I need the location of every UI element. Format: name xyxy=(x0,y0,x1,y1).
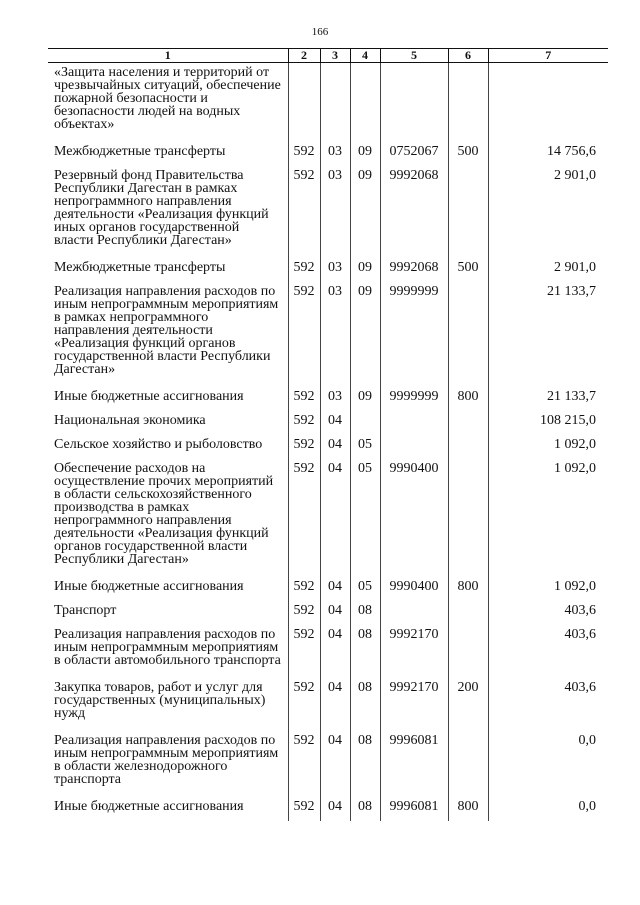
admin-code-cell: 592 xyxy=(288,411,320,435)
row-name-cell: Иные бюджетные ассигнования xyxy=(54,799,244,814)
subsection-code-cell: 08 xyxy=(350,797,380,821)
row-name-cell: «Защита населения и территорий от чрезвычайных ситуаций, обеспечение пожарной безопасности и безопасности людей на водных объектах» xyxy=(54,65,281,132)
section-code-cell: 03 xyxy=(320,142,350,166)
table-row xyxy=(48,601,608,625)
amount-cell: 403,6 xyxy=(488,625,608,678)
admin-code-cell: 592 xyxy=(288,678,320,731)
section-code-cell: 04 xyxy=(320,459,350,577)
row-name-cell: Реализация направления расходов по иным непрограммным мероприятиям в области железнодорожного транспорта xyxy=(54,733,279,787)
amount-cell: 1 092,0 xyxy=(488,435,608,459)
table-row xyxy=(48,258,608,282)
expense-type-cell xyxy=(448,435,488,459)
admin-code-cell: 592 xyxy=(288,797,320,821)
admin-code-cell: 592 xyxy=(288,625,320,678)
column-header: 7 xyxy=(488,49,608,63)
subsection-code-cell: 09 xyxy=(350,142,380,166)
row-name-cell: Резервный фонд Правительства Республики Дагестан в рамках непрограммного направления деятельности «Реализация функций иных органов государственной власти Республики Дагестан» xyxy=(54,168,269,248)
row-name-cell: Закупка товаров, работ и услуг для государственных (муниципальных) нужд xyxy=(54,680,266,721)
target-article-cell: 9992170 xyxy=(380,625,448,678)
table-row xyxy=(48,282,608,387)
section-code-cell: 04 xyxy=(320,731,350,797)
table-row xyxy=(48,731,608,797)
table-row xyxy=(48,678,608,731)
amount-cell: 0,0 xyxy=(488,731,608,797)
amount-cell xyxy=(488,63,608,143)
target-article-cell: 9996081 xyxy=(380,731,448,797)
column-header: 6 xyxy=(448,49,488,63)
subsection-code-cell xyxy=(350,63,380,143)
section-code-cell: 04 xyxy=(320,577,350,601)
expense-type-cell xyxy=(448,63,488,143)
subsection-code-cell: 09 xyxy=(350,387,380,411)
admin-code-cell: 592 xyxy=(288,601,320,625)
column-header: 3 xyxy=(320,49,350,63)
row-name-cell: Обеспечение расходов на осуществление прочих мероприятий в области сельскохозяйственного производства в рамках непрограммного направления деятельности «Реализация функций органов государственной власти Республики Дагестан» xyxy=(54,461,274,567)
expense-type-cell: 800 xyxy=(448,797,488,821)
target-article-cell: 9992170 xyxy=(380,678,448,731)
section-code-cell: 04 xyxy=(320,411,350,435)
header-row xyxy=(48,49,608,63)
amount-cell: 2 901,0 xyxy=(488,258,608,282)
amount-cell: 21 133,7 xyxy=(488,282,608,387)
budget-table xyxy=(48,48,608,821)
expense-type-cell xyxy=(448,166,488,258)
target-article-cell: 9992068 xyxy=(380,166,448,258)
expense-type-cell: 800 xyxy=(448,387,488,411)
expense-type-cell: 500 xyxy=(448,142,488,166)
table-body xyxy=(48,63,608,822)
expense-type-cell xyxy=(448,459,488,577)
subsection-code-cell: 09 xyxy=(350,258,380,282)
target-article-cell: 9996081 xyxy=(380,797,448,821)
section-code-cell: 04 xyxy=(320,435,350,459)
row-name-cell: Иные бюджетные ассигнования xyxy=(54,389,244,404)
subsection-code-cell: 05 xyxy=(350,459,380,577)
table-row xyxy=(48,63,608,143)
amount-cell: 403,6 xyxy=(488,678,608,731)
admin-code-cell: 592 xyxy=(288,258,320,282)
admin-code-cell: 592 xyxy=(288,435,320,459)
row-name-cell: Сельское хозяйство и рыболовство xyxy=(54,437,263,452)
subsection-code-cell: 08 xyxy=(350,678,380,731)
row-name-cell: Национальная экономика xyxy=(54,413,206,428)
table-row xyxy=(48,142,608,166)
table-header xyxy=(48,49,608,63)
column-header: 2 xyxy=(288,49,320,63)
section-code-cell: 04 xyxy=(320,601,350,625)
expense-type-cell xyxy=(448,601,488,625)
page-number: 166 xyxy=(311,26,329,38)
admin-code-cell xyxy=(288,63,320,143)
target-article-cell xyxy=(380,601,448,625)
target-article-cell xyxy=(380,411,448,435)
amount-cell: 1 092,0 xyxy=(488,577,608,601)
section-code-cell: 04 xyxy=(320,625,350,678)
target-article-cell xyxy=(380,435,448,459)
row-name-cell: Реализация направления расходов по иным непрограммным мероприятиям в рамках непрограммного направления деятельности «Реализация функций органов государственной власти Республики Дагестан» xyxy=(54,284,279,377)
amount-cell: 1 092,0 xyxy=(488,459,608,577)
subsection-code-cell: 08 xyxy=(350,601,380,625)
expense-type-cell xyxy=(448,411,488,435)
section-code-cell: 03 xyxy=(320,258,350,282)
row-name-cell: Транспорт xyxy=(54,603,117,618)
section-code-cell: 03 xyxy=(320,387,350,411)
target-article-cell: 9992068 xyxy=(380,258,448,282)
row-name-cell: Реализация направления расходов по иным непрограммным мероприятиям в области автомобильного транспорта xyxy=(54,627,281,668)
section-code-cell: 03 xyxy=(320,282,350,387)
amount-cell: 2 901,0 xyxy=(488,166,608,258)
expense-type-cell: 500 xyxy=(448,258,488,282)
table-row xyxy=(48,435,608,459)
row-name-cell: Межбюджетные трансферты xyxy=(54,260,226,275)
target-article-cell: 9990400 xyxy=(380,459,448,577)
row-name-cell: Межбюджетные трансферты xyxy=(54,144,226,159)
amount-cell: 0,0 xyxy=(488,797,608,821)
expense-type-cell xyxy=(448,625,488,678)
subsection-code-cell: 09 xyxy=(350,282,380,387)
target-article-cell: 0752067 xyxy=(380,142,448,166)
section-code-cell: 03 xyxy=(320,166,350,258)
column-header: 1 xyxy=(48,49,288,63)
admin-code-cell: 592 xyxy=(288,459,320,577)
subsection-code-cell: 08 xyxy=(350,731,380,797)
target-article-cell xyxy=(380,63,448,143)
admin-code-cell: 592 xyxy=(288,387,320,411)
admin-code-cell: 592 xyxy=(288,142,320,166)
column-header: 5 xyxy=(380,49,448,63)
admin-code-cell: 592 xyxy=(288,166,320,258)
subsection-code-cell: 05 xyxy=(350,577,380,601)
subsection-code-cell: 08 xyxy=(350,625,380,678)
subsection-code-cell xyxy=(350,411,380,435)
table-row xyxy=(48,625,608,678)
table-row xyxy=(48,411,608,435)
target-article-cell: 9999999 xyxy=(380,387,448,411)
amount-cell: 14 756,6 xyxy=(488,142,608,166)
expense-type-cell xyxy=(448,731,488,797)
expense-type-cell: 200 xyxy=(448,678,488,731)
table-row xyxy=(48,387,608,411)
target-article-cell: 9990400 xyxy=(380,577,448,601)
column-header: 4 xyxy=(350,49,380,63)
amount-cell: 21 133,7 xyxy=(488,387,608,411)
amount-cell: 403,6 xyxy=(488,601,608,625)
subsection-code-cell: 05 xyxy=(350,435,380,459)
table-row xyxy=(48,577,608,601)
row-name-cell: Иные бюджетные ассигнования xyxy=(54,579,244,594)
admin-code-cell: 592 xyxy=(288,577,320,601)
target-article-cell: 9999999 xyxy=(380,282,448,387)
subsection-code-cell: 09 xyxy=(350,166,380,258)
table-row xyxy=(48,797,608,821)
table-row xyxy=(48,459,608,577)
expense-type-cell xyxy=(448,282,488,387)
section-code-cell: 04 xyxy=(320,678,350,731)
expense-type-cell: 800 xyxy=(448,577,488,601)
table-row xyxy=(48,166,608,258)
section-code-cell: 04 xyxy=(320,797,350,821)
admin-code-cell: 592 xyxy=(288,282,320,387)
amount-cell: 108 215,0 xyxy=(488,411,608,435)
section-code-cell xyxy=(320,63,350,143)
admin-code-cell: 592 xyxy=(288,731,320,797)
